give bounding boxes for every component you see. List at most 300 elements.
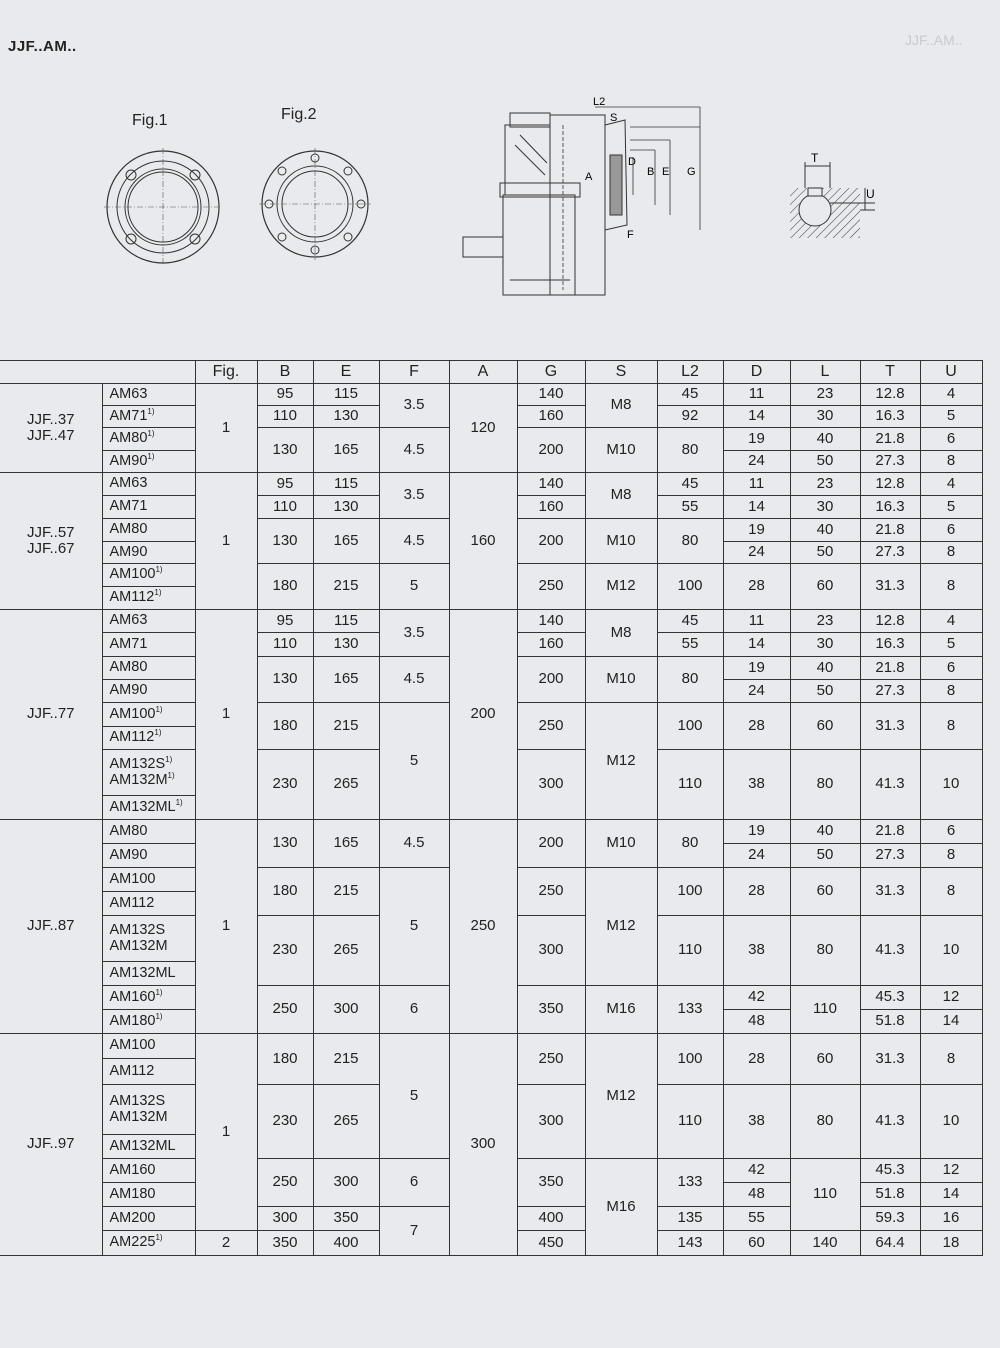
cell-f: 6 [379, 1159, 449, 1207]
cell-s: M10 [585, 428, 657, 473]
cell-size: AM63 [102, 610, 195, 633]
cell-u: 14 [920, 1183, 982, 1207]
cell-d: 19 [723, 428, 790, 451]
cell-g: 140 [517, 384, 585, 406]
dim-t: T [811, 151, 819, 165]
col-header-l2: L2 [657, 361, 723, 384]
cell-e: 130 [313, 406, 379, 428]
cell-fig: 1 [195, 473, 257, 610]
cell-u: 6 [920, 820, 982, 844]
cell-size: AM132ML$^{1)}$ [102, 796, 195, 820]
cell-size: AM180$^{1)}$ [102, 1010, 195, 1034]
table-row [0, 473, 982, 496]
cell-t: 31.3 [860, 703, 920, 750]
cell-size: AM160 [102, 1159, 195, 1183]
cell-d: 28 [723, 703, 790, 750]
cell-size: AM132ML [102, 1135, 195, 1159]
col-header-g: G [517, 361, 585, 384]
cell-u: 10 [920, 750, 982, 820]
cell-l2: 80 [657, 428, 723, 473]
cell-l2: 110 [657, 916, 723, 986]
cell-u: 8 [920, 564, 982, 610]
cell-g: 300 [517, 750, 585, 820]
cell-l: 60 [790, 703, 860, 750]
cell-l2: 80 [657, 820, 723, 868]
cell-l: 50 [790, 844, 860, 868]
cell-e: 130 [313, 633, 379, 657]
cell-u: 6 [920, 657, 982, 680]
fig1-label: Fig.1 [132, 112, 168, 129]
cell-s: M12 [585, 703, 657, 820]
cell-u: 4 [920, 610, 982, 633]
cell-series: JJF..87 [0, 820, 102, 1034]
cell-e: 265 [313, 750, 379, 820]
cell-size: AM80 [102, 820, 195, 844]
cell-fig: 1 [195, 384, 257, 473]
cell-e: 165 [313, 428, 379, 473]
cell-b: 130 [257, 820, 313, 868]
cell-size: AM132ML [102, 962, 195, 986]
table-row [0, 1034, 982, 1059]
cell-f: 6 [379, 986, 449, 1034]
cell-u: 12 [920, 1159, 982, 1183]
cell-b: 95 [257, 384, 313, 406]
cell-b: 130 [257, 657, 313, 703]
cell-t: 51.8 [860, 1010, 920, 1034]
cell-d: 14 [723, 633, 790, 657]
cell-a: 160 [449, 473, 517, 610]
cell-u: 8 [920, 451, 982, 473]
cell-l2: 135 [657, 1207, 723, 1231]
cell-t: 27.3 [860, 542, 920, 564]
cell-g: 160 [517, 406, 585, 428]
cell-f: 4.5 [379, 428, 449, 473]
gearbox-drawing [455, 95, 715, 310]
header-blank [0, 361, 195, 384]
cell-size: AM112$^{1)}$ [102, 727, 195, 750]
cell-size: AM90$^{1)}$ [102, 451, 195, 473]
cell-d: 24 [723, 844, 790, 868]
dim-f: F [627, 229, 634, 241]
cell-u: 5 [920, 496, 982, 519]
cell-l: 80 [790, 916, 860, 986]
cell-g: 200 [517, 519, 585, 564]
cell-l: 30 [790, 406, 860, 428]
cell-t: 59.3 [860, 1207, 920, 1231]
cell-size: AM100 [102, 1034, 195, 1059]
cell-b: 180 [257, 564, 313, 610]
cell-t: 41.3 [860, 1085, 920, 1159]
cell-f: 4.5 [379, 657, 449, 703]
cell-t: 45.3 [860, 986, 920, 1010]
cell-t: 16.3 [860, 633, 920, 657]
cell-t: 27.3 [860, 844, 920, 868]
cell-s: M10 [585, 657, 657, 703]
page-title: JJF..AM.. [8, 38, 77, 55]
cell-u: 18 [920, 1231, 982, 1256]
cell-l: 23 [790, 473, 860, 496]
cell-series: JJF..37 JJF..47 [0, 384, 102, 473]
dim-g: G [687, 166, 696, 178]
cell-f: 5 [379, 868, 449, 986]
table-row [0, 820, 982, 844]
cell-g: 140 [517, 610, 585, 633]
cell-u: 8 [920, 868, 982, 916]
dim-l2: L2 [593, 96, 606, 108]
cell-b: 95 [257, 610, 313, 633]
cell-f: 5 [379, 564, 449, 610]
cell-b: 250 [257, 986, 313, 1034]
keyway-drawing [770, 148, 880, 248]
cell-f: 7 [379, 1207, 449, 1256]
cell-e: 300 [313, 986, 379, 1034]
cell-d: 42 [723, 1159, 790, 1183]
cell-b: 180 [257, 703, 313, 750]
cell-s: M10 [585, 519, 657, 564]
cell-l2: 110 [657, 750, 723, 820]
cell-f: 3.5 [379, 384, 449, 428]
cell-g: 200 [517, 428, 585, 473]
cell-g: 400 [517, 1207, 585, 1231]
cell-g: 200 [517, 820, 585, 868]
cell-d: 48 [723, 1183, 790, 1207]
cell-fig: 2 [195, 1231, 257, 1256]
cell-l: 23 [790, 610, 860, 633]
dim-a: A [585, 171, 593, 183]
cell-u: 16 [920, 1207, 982, 1231]
cell-g: 350 [517, 986, 585, 1034]
cell-e: 300 [313, 1159, 379, 1207]
cell-d: 38 [723, 916, 790, 986]
cell-g: 250 [517, 1034, 585, 1085]
cell-l2: 55 [657, 633, 723, 657]
cell-f: 4.5 [379, 519, 449, 564]
cell-t: 16.3 [860, 496, 920, 519]
cell-e: 165 [313, 657, 379, 703]
cell-a: 250 [449, 820, 517, 1034]
cell-e: 165 [313, 519, 379, 564]
cell-g: 250 [517, 703, 585, 750]
cell-t: 12.8 [860, 473, 920, 496]
cell-l: 60 [790, 1034, 860, 1085]
cell-l: 80 [790, 1085, 860, 1159]
cell-g: 160 [517, 496, 585, 519]
cell-u: 8 [920, 844, 982, 868]
cell-f: 5 [379, 1034, 449, 1159]
cell-d: 24 [723, 542, 790, 564]
cell-e: 130 [313, 496, 379, 519]
cell-d: 60 [723, 1231, 790, 1256]
fig2-label: Fig.2 [281, 106, 317, 123]
cell-e: 215 [313, 868, 379, 916]
cell-size: AM80$^{1)}$ [102, 428, 195, 451]
cell-t: 31.3 [860, 1034, 920, 1085]
cell-u: 14 [920, 1010, 982, 1034]
cell-e: 115 [313, 610, 379, 633]
cell-b: 95 [257, 473, 313, 496]
cell-l2: 55 [657, 496, 723, 519]
cell-l2: 143 [657, 1231, 723, 1256]
cell-l2: 100 [657, 703, 723, 750]
col-header-d: D [723, 361, 790, 384]
cell-u: 10 [920, 916, 982, 986]
cell-d: 55 [723, 1207, 790, 1231]
cell-d: 38 [723, 750, 790, 820]
cell-s: M12 [585, 564, 657, 610]
cell-e: 165 [313, 820, 379, 868]
dim-d: D [628, 156, 636, 168]
cell-a: 200 [449, 610, 517, 820]
cell-g: 350 [517, 1159, 585, 1207]
cell-a: 300 [449, 1034, 517, 1256]
cell-l: 110 [790, 986, 860, 1034]
cell-size: AM71 [102, 633, 195, 657]
cell-t: 21.8 [860, 428, 920, 451]
cell-e: 115 [313, 473, 379, 496]
cell-size: AM90 [102, 542, 195, 564]
cell-s: M8 [585, 473, 657, 519]
cell-size: AM80 [102, 657, 195, 680]
cell-size: AM112$^{1)}$ [102, 587, 195, 610]
cell-size: AM132S AM132M [102, 916, 195, 962]
table-row [0, 610, 982, 633]
cell-fig: 1 [195, 1034, 257, 1231]
cell-e: 265 [313, 916, 379, 986]
cell-l: 23 [790, 384, 860, 406]
cell-size: AM180 [102, 1183, 195, 1207]
cell-t: 21.8 [860, 519, 920, 542]
cell-s: M12 [585, 868, 657, 986]
cell-t: 41.3 [860, 916, 920, 986]
cell-a: 120 [449, 384, 517, 473]
cell-g: 250 [517, 868, 585, 916]
cell-s: M10 [585, 820, 657, 868]
cell-d: 19 [723, 519, 790, 542]
cell-b: 230 [257, 750, 313, 820]
cell-size: AM63 [102, 384, 195, 406]
cell-l: 140 [790, 1231, 860, 1256]
cell-e: 215 [313, 1034, 379, 1085]
cell-b: 110 [257, 406, 313, 428]
cell-l2: 92 [657, 406, 723, 428]
cell-l2: 100 [657, 564, 723, 610]
cell-d: 24 [723, 680, 790, 703]
cell-l: 40 [790, 428, 860, 451]
col-header-f: F [379, 361, 449, 384]
cell-size: AM225$^{1)}$ [102, 1231, 195, 1256]
cell-b: 180 [257, 868, 313, 916]
col-header-l: L [790, 361, 860, 384]
cell-u: 4 [920, 384, 982, 406]
cell-b: 130 [257, 428, 313, 473]
cell-g: 140 [517, 473, 585, 496]
dim-u: U [866, 187, 875, 201]
cell-d: 28 [723, 868, 790, 916]
col-header-fig: Fig. [195, 361, 257, 384]
cell-s: M8 [585, 610, 657, 657]
cell-e: 215 [313, 703, 379, 750]
cell-series: JJF..57 JJF..67 [0, 473, 102, 610]
cell-l2: 133 [657, 1159, 723, 1207]
cell-l: 30 [790, 496, 860, 519]
col-header-s: S [585, 361, 657, 384]
cell-l: 40 [790, 657, 860, 680]
cell-t: 31.3 [860, 564, 920, 610]
cell-d: 14 [723, 406, 790, 428]
fig1-flange-drawing [104, 148, 222, 266]
cell-size: AM112 [102, 1059, 195, 1085]
cell-size: $AM132S^{1)}$ $AM132M^{1)}$ [102, 750, 195, 796]
cell-g: 300 [517, 1085, 585, 1159]
cell-d: 14 [723, 496, 790, 519]
cell-u: 8 [920, 680, 982, 703]
cell-size: AM100 [102, 868, 195, 892]
cell-l: 30 [790, 633, 860, 657]
cell-f: 3.5 [379, 473, 449, 519]
cell-l2: 45 [657, 610, 723, 633]
cell-f: 5 [379, 703, 449, 820]
cell-size: AM160$^{1)}$ [102, 986, 195, 1010]
table-row [0, 384, 982, 406]
cell-g: 300 [517, 916, 585, 986]
cell-g: 160 [517, 633, 585, 657]
cell-l: 110 [790, 1159, 860, 1231]
cell-t: 27.3 [860, 680, 920, 703]
cell-d: 11 [723, 384, 790, 406]
cell-g: 200 [517, 657, 585, 703]
col-header-b: B [257, 361, 313, 384]
cell-size: AM112 [102, 892, 195, 916]
cell-t: 41.3 [860, 750, 920, 820]
cell-t: 12.8 [860, 384, 920, 406]
cell-f: 4.5 [379, 820, 449, 868]
cell-b: 300 [257, 1207, 313, 1231]
cell-size: AM90 [102, 844, 195, 868]
cell-t: 51.8 [860, 1183, 920, 1207]
dim-e: E [662, 166, 670, 178]
cell-l2: 45 [657, 473, 723, 496]
cell-size: AM80 [102, 519, 195, 542]
col-header-t: T [860, 361, 920, 384]
cell-l2: 133 [657, 986, 723, 1034]
cell-size: AM100$^{1)}$ [102, 703, 195, 727]
cell-t: 31.3 [860, 868, 920, 916]
cell-u: 5 [920, 633, 982, 657]
cell-b: 250 [257, 1159, 313, 1207]
cell-t: 16.3 [860, 406, 920, 428]
cell-d: 48 [723, 1010, 790, 1034]
cell-s: M16 [585, 986, 657, 1034]
cell-series: JJF..97 [0, 1034, 102, 1256]
cell-l2: 110 [657, 1085, 723, 1159]
cell-t: 45.3 [860, 1159, 920, 1183]
cell-g: 450 [517, 1231, 585, 1256]
cell-size: AM132S AM132M [102, 1085, 195, 1135]
cell-l2: 100 [657, 1034, 723, 1085]
cell-u: 12 [920, 986, 982, 1010]
cell-u: 8 [920, 1034, 982, 1085]
cell-b: 110 [257, 496, 313, 519]
cell-l: 40 [790, 820, 860, 844]
cell-series: JJF..77 [0, 610, 102, 820]
cell-d: 28 [723, 564, 790, 610]
cell-u: 6 [920, 428, 982, 451]
cell-u: 5 [920, 406, 982, 428]
cell-l: 60 [790, 564, 860, 610]
cell-l: 50 [790, 542, 860, 564]
cell-size: AM63 [102, 473, 195, 496]
dimension-table [0, 360, 983, 1256]
cell-l: 60 [790, 868, 860, 916]
cell-b: 230 [257, 1085, 313, 1159]
col-header-a: A [449, 361, 517, 384]
cell-l2: 80 [657, 519, 723, 564]
cell-size: AM100$^{1)}$ [102, 564, 195, 587]
cell-d: 19 [723, 657, 790, 680]
cell-t: 21.8 [860, 657, 920, 680]
cell-d: 24 [723, 451, 790, 473]
cell-g: 250 [517, 564, 585, 610]
cell-d: 28 [723, 1034, 790, 1085]
cell-size: AM200 [102, 1207, 195, 1231]
cell-d: 38 [723, 1085, 790, 1159]
cell-t: 21.8 [860, 820, 920, 844]
cell-size: AM71 [102, 496, 195, 519]
cell-u: 10 [920, 1085, 982, 1159]
cell-l: 50 [790, 680, 860, 703]
fig2-flange-drawing [259, 148, 371, 260]
cell-d: 11 [723, 473, 790, 496]
cell-u: 8 [920, 542, 982, 564]
col-header-u: U [920, 361, 982, 384]
cell-s: M16 [585, 1159, 657, 1256]
cell-t: 64.4 [860, 1231, 920, 1256]
cell-s: M8 [585, 384, 657, 428]
cell-u: 8 [920, 703, 982, 750]
cell-e: 115 [313, 384, 379, 406]
cell-e: 350 [313, 1207, 379, 1231]
cell-b: 110 [257, 633, 313, 657]
cell-l2: 100 [657, 868, 723, 916]
dim-s: S [610, 112, 618, 124]
cell-d: 11 [723, 610, 790, 633]
cell-size: AM71$^{1)}$ [102, 406, 195, 428]
dim-b: B [647, 166, 655, 178]
cell-l2: 80 [657, 657, 723, 703]
cell-d: 42 [723, 986, 790, 1010]
cell-l: 50 [790, 451, 860, 473]
cell-s: M12 [585, 1034, 657, 1159]
cell-b: 130 [257, 519, 313, 564]
cell-b: 230 [257, 916, 313, 986]
cell-e: 400 [313, 1231, 379, 1256]
cell-l: 40 [790, 519, 860, 542]
cell-t: 27.3 [860, 451, 920, 473]
cell-d: 19 [723, 820, 790, 844]
cell-u: 6 [920, 519, 982, 542]
cell-l: 80 [790, 750, 860, 820]
bleed-through-text: JJF..AM.. [905, 32, 963, 48]
cell-b: 180 [257, 1034, 313, 1085]
cell-l2: 45 [657, 384, 723, 406]
cell-e: 265 [313, 1085, 379, 1159]
cell-fig: 1 [195, 820, 257, 1034]
col-header-e: E [313, 361, 379, 384]
cell-e: 215 [313, 564, 379, 610]
cell-size: AM90 [102, 680, 195, 703]
cell-f: 3.5 [379, 610, 449, 657]
cell-t: 12.8 [860, 610, 920, 633]
